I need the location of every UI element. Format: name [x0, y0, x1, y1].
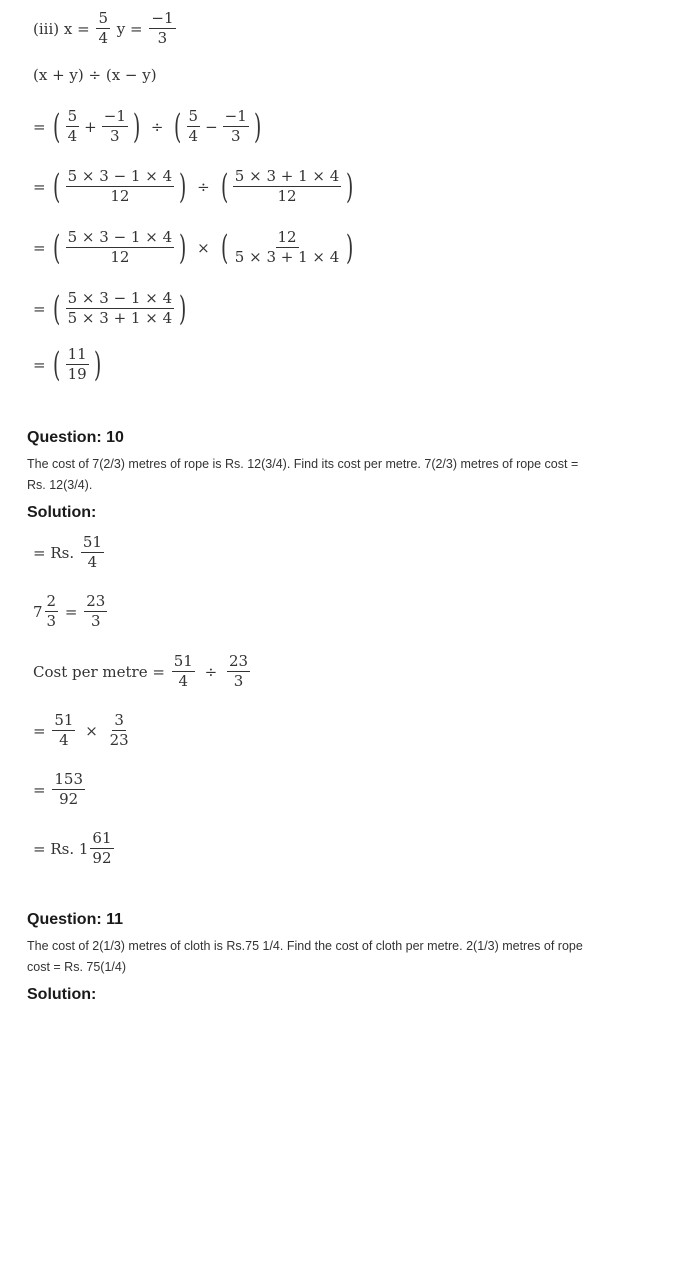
question-10-solution-label: Solution: — [27, 504, 97, 521]
y-fraction: $\frac{-1}{3}$ — [151, 9, 174, 48]
q10-cost-per-metre: Cost per metre = $\frac{51}{4}$ ÷ $\frac{23}{3}$ — [33, 652, 249, 691]
part3-expression: (x + y) ÷ (x − y) — [33, 66, 157, 84]
step-3: = ( $\frac{5 \times 3 - 1 \times 4}{12}$ ) × ( $\frac{12}{5 \times 3 + 1 \times 4}$ ) — [33, 227, 354, 268]
question-10-title: Question: 10 — [27, 429, 124, 446]
question-11-text: The cost of 2(1/3) metres of cloth is Rs.75 1/4. Find the cost of cloth per metre. 2(1/3) metres of rope cost = Rs. 75(1/4) — [27, 939, 583, 974]
x-fraction: $\frac{5}{4}$ — [98, 9, 109, 48]
q10-improper-result: = $\frac{153}{92}$ — [33, 770, 83, 809]
q10-step-rs: = Rs. $\frac{51}{4}$ — [33, 533, 102, 572]
q10-multiply-step: = $\frac{51}{4}$ × $\frac{3}{23}$ — [33, 711, 129, 750]
part3-given — [33, 10, 178, 48]
q10-mixed-conversion: 7 $\frac{2}{3}$ = $\frac{23}{3}$ — [33, 592, 106, 631]
y-equals: y = — [116, 19, 143, 38]
q10-final-answer: = Rs. 1 $\frac{61}{92}$ — [33, 829, 112, 868]
question-10-text: The cost of 7(2/3) metres of rope is Rs. 12(3/4). Find its cost per metre. 7(2/3) metres of rope cost = Rs. 12(3/4). — [27, 457, 579, 492]
part3-label: (iii) — [33, 19, 60, 38]
step-2: = ( $\frac{5 \times 3 - 1 \times 4}{12}$ ) ÷ ( $\frac{5 \times 3 + 1 \times 4}{12}$ ) — [33, 166, 354, 207]
question-11-title: Question: 11 — [27, 911, 124, 928]
x-equals: x = — [63, 19, 90, 38]
step-5-result: = ( $\frac{11}{19}$ ) — [33, 344, 101, 385]
step-1: = ( $\frac{5}{4}$ + $\frac{-1}{3}$ ) ÷ ( $\frac{5}{4}$ − $\frac{-1}{3}$ ) — [33, 106, 262, 147]
step-4: = ( $\frac{5 \times 3 - 1 \times 4}{5 \times 3 + 1 \times 4}$ ) — [33, 288, 187, 329]
question-11-solution-label: Solution: — [27, 986, 97, 1003]
